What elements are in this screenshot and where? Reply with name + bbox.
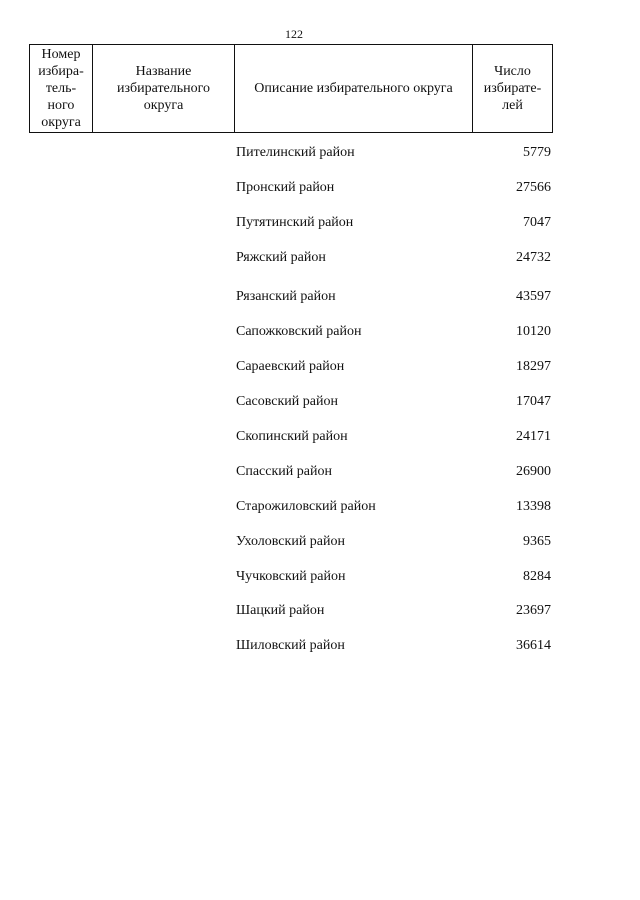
voter-count: 5779	[523, 145, 551, 160]
table-row	[0, 356, 640, 378]
header-voter-count-label: Число избирате- лей	[483, 64, 542, 113]
voter-count: 18297	[516, 359, 551, 374]
table-row	[0, 496, 640, 518]
header-district-name	[93, 45, 235, 133]
district-description: Путятинский район	[236, 215, 354, 230]
district-description: Ухоловский район	[236, 534, 346, 549]
district-description: Ряжский район	[236, 250, 326, 265]
voter-count: 26900	[516, 464, 551, 479]
district-description: Шацкий район	[236, 603, 325, 618]
header-district-number	[30, 45, 93, 133]
voter-count: 10120	[516, 324, 551, 339]
table-row	[0, 391, 640, 413]
district-description: Пронский район	[236, 180, 335, 195]
district-description: Сараевский район	[236, 359, 345, 374]
voter-count: 43597	[516, 289, 551, 304]
voter-count: 24171	[516, 429, 551, 444]
table-row	[0, 212, 640, 234]
header-district-name-label: Название избирательного округа	[116, 64, 211, 113]
district-description: Рязанский район	[236, 289, 336, 304]
header-district-description	[235, 45, 473, 133]
table-header	[29, 44, 553, 133]
district-description: Спасский район	[236, 464, 332, 479]
voter-count: 27566	[516, 180, 551, 195]
voter-count: 24732	[516, 250, 551, 265]
district-description: Шиловский район	[236, 638, 345, 653]
voter-count: 36614	[516, 638, 551, 653]
header-district-description-label: Описание избирательного округа	[254, 81, 453, 96]
district-description: Сапожковский район	[236, 324, 362, 339]
table-row	[0, 142, 640, 164]
voter-count: 7047	[523, 215, 551, 230]
voter-count: 17047	[516, 394, 551, 409]
table-row	[0, 321, 640, 343]
voter-count: 9365	[523, 534, 551, 549]
table-row	[0, 177, 640, 199]
table-row	[0, 566, 640, 588]
district-description: Пителинский район	[236, 145, 355, 160]
table-row	[0, 461, 640, 483]
district-description: Старожиловский район	[236, 499, 376, 514]
voter-count: 23697	[516, 603, 551, 618]
voter-count: 13398	[516, 499, 551, 514]
table-row	[0, 426, 640, 448]
header-voter-count	[473, 45, 553, 133]
district-description: Сасовский район	[236, 394, 338, 409]
header-row	[30, 45, 553, 133]
district-description: Чучковский район	[236, 569, 346, 584]
table-row	[0, 286, 640, 308]
header-district-number-label: Номер избира- тель- ного округа	[38, 47, 84, 130]
district-description: Скопинский район	[236, 429, 348, 444]
voter-count: 8284	[523, 569, 551, 584]
table-row	[0, 531, 640, 553]
page-number: 122	[285, 27, 303, 41]
table-row	[0, 635, 640, 657]
table-row	[0, 600, 640, 622]
table-row	[0, 247, 640, 269]
